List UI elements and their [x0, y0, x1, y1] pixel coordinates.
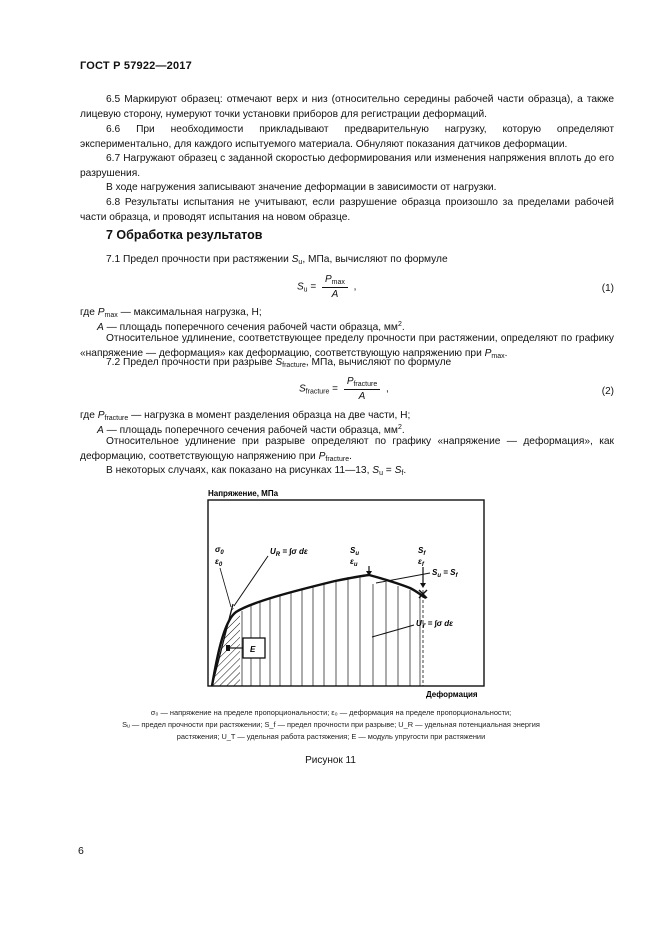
modulus-marker: [226, 645, 230, 651]
equation-number-1: (1): [601, 283, 614, 294]
eps0-label: $\varepsilon_0$: [215, 557, 223, 568]
formula-2: $S_{fracture}$ = $\frac{P_{fracture}}{A}$ ,: [299, 376, 389, 402]
y-axis-label: Напряжение, МПа: [208, 489, 279, 498]
standard-header: ГОСТ Р 57922—2017: [80, 60, 192, 72]
figure-title: Рисунок 11: [305, 755, 356, 766]
paragraph-7-1: 7.1 Предел прочности при растяжении $S_u$, МПа, вычисляют по формуле: [106, 254, 448, 266]
sf-label: $S_f$: [418, 546, 426, 557]
section-title: 7 Обработка результатов: [106, 228, 263, 242]
paragraph-cases: В некоторых случаях, как показано на рисунках 11—13, $S_u = S_f$.: [106, 465, 407, 477]
ur-label: $U_R = \int\sigma$ dε: [270, 547, 308, 558]
equation-number-2: (2): [601, 386, 614, 397]
where-area-2: A — площадь поперечного сечения рабочей части образца, $мм^2$.: [97, 424, 405, 436]
paragraph-6-6: 6.6 При необходимости прикладывают предварительную нагрузку, которую определяют экспериментально, для каждого испытуемого материала. Обнуляют показания датчиков деформации.: [80, 124, 614, 150]
modulus-label: E: [250, 645, 256, 654]
paragraph-7-2: 7.2 Предел прочности при разрыве $S_{fracture}$, МПа, вычисляют по формуле: [106, 357, 452, 369]
su-equals-sf-label: $S_u = S_f$: [432, 568, 458, 579]
x-axis-label: Деформация: [426, 690, 478, 699]
ur-leader: [234, 556, 268, 606]
caption-line-1: σ₀ — напряжение на пределе пропорциональности; ε₀ — деформация на пределе пропорциональности;: [150, 708, 512, 717]
paragraph-6-7-note: В ходе нагружения записывают значение деформации в зависимости от нагрузки.: [106, 182, 497, 193]
where-pfracture: где $P_{fracture}$ — нагрузка в момент разделения образца на две части, Н;: [80, 410, 411, 422]
ef-label: $\varepsilon_f$: [418, 557, 424, 568]
where-pmax: где $P_{max}$ — максимальная нагрузка, Н;: [80, 307, 262, 319]
caption-line-2: Sᵤ — предел прочности при растяжении; S_f — предел прочности при разрыве; U_R — удельная потенциальная энергия: [122, 720, 540, 729]
su-sf-leader: [376, 573, 430, 583]
paragraph-6-8: 6.8 Результаты испытания не учитывают, если разрушение образца произошло за пределами рабочей части образца, и проводят испытания на новом образце.: [80, 197, 614, 223]
paragraph-elongation-2: Относительное удлинение при разрыве определяют по графику «напряжение — деформация», как деформацию, соответствующую напряжению при $P_{fracture}$.: [80, 436, 614, 463]
sf-arrowhead: [420, 583, 426, 588]
eu-label: $\varepsilon_u$: [350, 557, 358, 568]
formula-1: $S_u$ = $\frac{P_{max}}{A}$ ,: [297, 274, 357, 300]
sigma0-label: $\sigma_0$: [215, 545, 224, 556]
ut-leader: [372, 625, 414, 637]
ut-label: $U_T = \int\sigma$ dε: [416, 619, 454, 630]
paragraph-6-5: 6.5 Маркируют образец: отмечают верх и низ (относительно середины рабочей части образца), а также лицевую сторону, нумеруют точки установки приборов для регистрации деформаций.: [80, 94, 614, 120]
paragraph-elongation-1: Относительное удлинение, соответствующее пределу прочности при растяжении, определяют по графику «напряжение — деформация» как деформацию, соответствующую напряжению при $P_{max}$.: [80, 333, 614, 360]
caption-line-3: растяжения; U_T — удельная работа растяжения; E — модуль упругости при растяжении: [176, 732, 486, 741]
su-label: $S_u$: [350, 546, 360, 557]
where-area-1: A — площадь поперечного сечения рабочей части образца, $мм^2$.: [97, 321, 405, 333]
page-number: 6: [78, 845, 84, 857]
sigma0-leader: [220, 568, 231, 607]
paragraph-6-7: 6.7 Нагружают образец с заданной скоростью деформирования или изменения напряжения вплоть до его разрушения.: [80, 153, 614, 179]
